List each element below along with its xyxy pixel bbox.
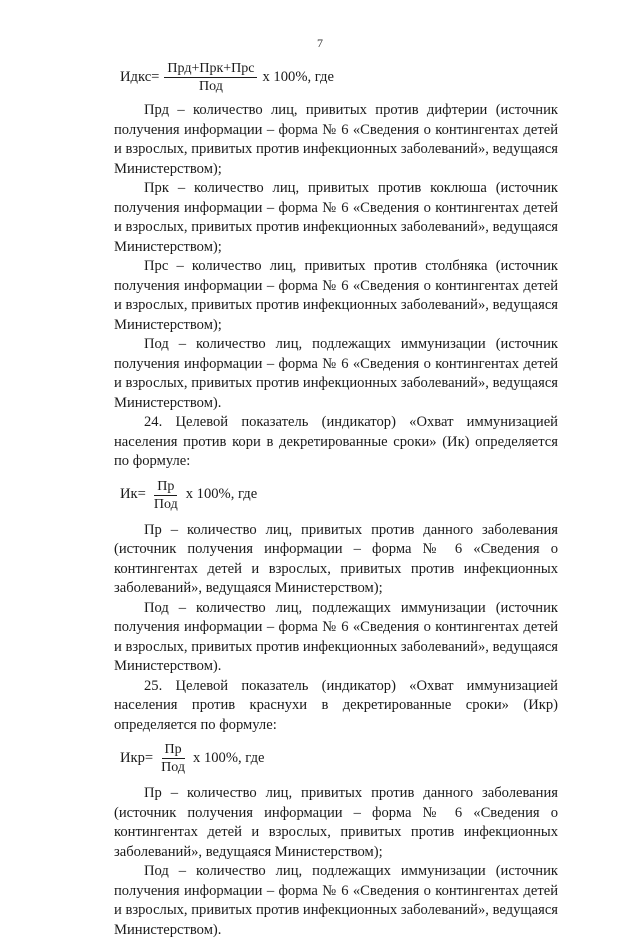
definition-prs: Прс – количество лиц, привитых против столбняка (источник получения информации – форма № 6 «Сведения о контингентах детей и взрослых, привитых против инфекционных заболеваний», ведущаяся Министерством); (114, 258, 559, 333)
formula-ik-numerator: Пр (154, 478, 177, 496)
definition-pr: Пр – количество лиц, привитых против данного заболевания (источник получения информации – форма № 6 «Сведения о контингентах детей и взрослых, привитых против инфекционных заболеваний», ведущаяся Министерством); (114, 521, 558, 596)
page-body (114, 58, 558, 940)
formula-ikr-fraction (158, 741, 188, 776)
definition-pod: Под – количество лиц, подлежащих иммунизации (источник получения информации – форма № 6 «Сведения о контингентах детей и взрослых, привитых против инфекционных заболеваний», ведущаяся Министерством). (114, 336, 559, 411)
paragraph-item-25: 25. Целевой показатель (индикатор) «Охват иммунизацией населения против краснухи в декретированные сроки» (Икр) определяется по формуле: (114, 677, 558, 733)
formula-idks-lhs: Идкс= (120, 68, 160, 85)
formula-idks-fraction (164, 60, 257, 95)
formula-ik-lhs: Ик= (120, 486, 146, 503)
formula-idks (120, 60, 558, 95)
formula-ikr-denominator: Под (161, 760, 186, 775)
definition-pr: Пр – количество лиц, привитых против данного заболевания (источник получения информации – форма № 6 «Сведения о контингентах детей и взрослых, привитых против инфекционных заболеваний», ведущаяся Министерством); (114, 785, 558, 860)
page-number: 7 (317, 36, 323, 50)
formula-idks-denominator: Под (199, 79, 223, 94)
definition-pod: Под – количество лиц, подлежащих иммунизации (источник получения информации – форма № 6 «Сведения о контингентах детей и взрослых, привитых против инфекционных заболеваний», ведущаяся Министерством). (114, 599, 559, 674)
formula-ik (120, 478, 558, 513)
formula-ik-fraction (151, 478, 181, 513)
formula-ik-denominator: Под (153, 496, 178, 512)
formula-ikr (120, 741, 558, 776)
formula-ikr-lhs: Икр= (120, 749, 154, 766)
formula-ikr-rhs: х 100%, где (193, 749, 265, 766)
paragraph-item-24: 24. Целевой показатель (индикатор) «Охват иммунизацией населения против кори в декретированные сроки» (Ик) определяется по формуле: (114, 414, 558, 469)
definition-pod: Под – количество лиц, подлежащих иммунизации (источник получения информации – форма № 6 «Сведения о контингентах детей и взрослых, привитых против инфекционных заболеваний», ведущаяся Министерством). (114, 863, 559, 938)
definition-prk: Прк – количество лиц, привитых против коклюша (источник получения информации – форма № 6 «Сведения о контингентах детей и взрослых, привитых против инфекционных заболеваний», ведущаяся Министерством); (114, 180, 559, 255)
formula-ikr-numerator: Пр (162, 741, 185, 759)
formula-ik-rhs: х 100%, где (185, 486, 258, 503)
formula-idks-numerator: Прд+Прк+Прс (164, 60, 257, 78)
definition-prd: Прд – количество лиц, привитых против дифтерии (источник получения информации – форма № 6 «Сведения о контингентах детей и взрослых, привитых против инфекционных заболеваний», ведущаяся Министерством); (114, 102, 559, 177)
formula-idks-rhs: х 100%, где (262, 68, 334, 85)
